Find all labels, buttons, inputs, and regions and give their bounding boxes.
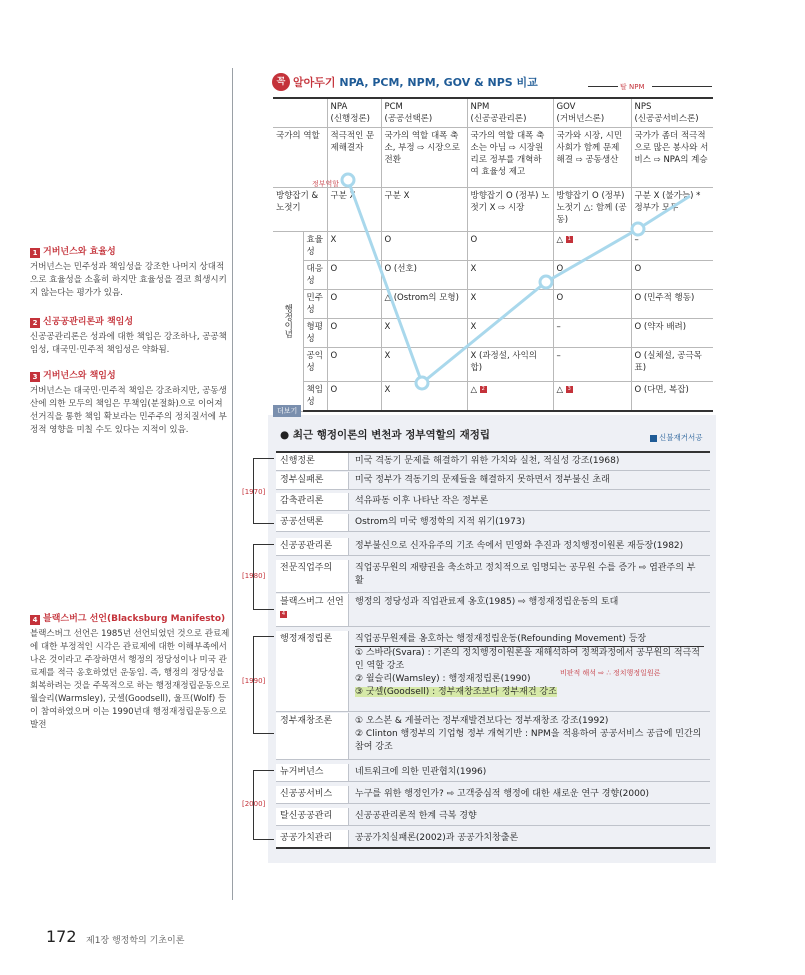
table-cell: X bbox=[381, 348, 467, 382]
desc-line: ② Clinton 행정부의 기업형 정부 개혁기반 : NPM을 적용하여 공공서비스 공급에 민간의 참여 강조 bbox=[355, 729, 702, 752]
col-npa: NPA (신행정론) bbox=[327, 98, 381, 128]
table-cell: 구분 X (불가능) * 정부가 모두 bbox=[631, 188, 713, 232]
note-body: 신공공관리론은 성과에 대한 책임은 강조하나, 공공책임성, 대국민·민주적 책임성은 약화됨. bbox=[30, 332, 227, 355]
timeline-row bbox=[276, 594, 710, 627]
note-body: 블랙스버그 선언은 1985년 선언되었던 것으로 관료제에 대한 부정적인 시각은 관료제에 대한 이해부족에서 나온 것이라고 주장하면서 행정의 정당성이나 미국 관료제를 적극 옹호하였던 운동임. 즉, 행정의 정당성을 회복하려는 것을 주목적으로 하는 행정재정립운동으로 월슬리(Warmsley), 굿셀(Goodsell), 울프(Wolf) 등이 참여하였으며 이는 1990년대 행정재정립운동으로 발전 bbox=[30, 629, 230, 730]
header-corner bbox=[273, 98, 327, 128]
timeline-row bbox=[276, 472, 710, 490]
timeline-term: 행정재정립론 bbox=[276, 631, 349, 711]
timeline-term: 감축관리론 bbox=[276, 493, 349, 510]
table-cell: – bbox=[553, 319, 631, 348]
table-cell: O bbox=[467, 232, 553, 261]
table-cell: O bbox=[327, 290, 381, 319]
table-cell: 국가와 시장, 시민사회가 함께 문제해결 ⇨ 공동생산 bbox=[553, 128, 631, 188]
timeline-desc: 미국 격동기 문제를 해결하기 위한 가치와 실천, 적실성 강조(1968) bbox=[355, 456, 620, 466]
note-mark-2: 2 bbox=[481, 386, 485, 392]
comparison-table bbox=[273, 97, 713, 412]
table-cell: 적극적인 문제해결자 bbox=[327, 128, 381, 188]
table-cell: 방향잡기 O (정부) 노젓기 △: 함께 (공동) bbox=[553, 188, 631, 232]
table-header-row bbox=[273, 98, 713, 128]
timeline-term: 신행정론 bbox=[276, 453, 349, 470]
section-title bbox=[293, 74, 538, 90]
timeline-row bbox=[276, 830, 710, 849]
timeline-row bbox=[276, 786, 710, 804]
timeline-term: 정부재창조론 bbox=[276, 713, 349, 759]
timeline-term: 전문직업주의 bbox=[276, 560, 349, 592]
table-cell: X bbox=[381, 382, 467, 412]
desc-line: 직업공무원제를 옹호하는 행정재정립운동(Refounding Movement) 등장 bbox=[355, 633, 704, 647]
table-cell: X bbox=[467, 261, 553, 290]
desc-line: ① 스바라(Svara) : 기존의 정치행정이원론을 재해석하여 정책과정에서 공무원의 적극적인 역할 강조 bbox=[355, 648, 700, 671]
table-cell: O bbox=[553, 290, 631, 319]
chapter-title: 제1장 행정학의 기초이론 bbox=[86, 936, 185, 946]
desc-line: ③ 굿셀(Goodsell) : 정부재창조보다 정부재건 강조 bbox=[355, 687, 557, 697]
more-title: ● 최근 행정이론의 변천과 정부역할의 재정립 bbox=[280, 429, 491, 441]
note-title: 거버넌스와 책임성 bbox=[43, 371, 116, 381]
era-label-2000: [2000] bbox=[242, 800, 266, 808]
page-number: 172 bbox=[46, 927, 77, 946]
note-body: 거버넌스는 대국민·민주적 책임은 강조하지만, 공동생산에 의한 모두의 책임은 무책임(분절화)으로 이어져 선거직을 통한 책임 확보라는 민주주의 정치질서에 부정적 영향을 미칠 수도 있다는 지적이 있음. bbox=[30, 386, 227, 435]
timeline-desc bbox=[349, 713, 710, 759]
table-cell: X bbox=[467, 319, 553, 348]
table-cell: O (다면, 복잡) bbox=[631, 382, 713, 412]
timeline-term: 공공선택론 bbox=[276, 514, 349, 531]
timeline-desc: 미국 정부가 격동기의 문제들을 해결하지 못하면서 정부불신 초래 bbox=[355, 475, 610, 485]
timeline-desc: 직업공무원의 재량권을 축소하고 정치적으로 임명되는 공무원 수를 증가 ⇨ 엽관주의 부활 bbox=[355, 563, 696, 586]
timeline-row bbox=[276, 493, 710, 511]
era-bracket-1990 bbox=[253, 636, 274, 734]
timeline-desc: 신공공관리론적 한계 극복 경향 bbox=[355, 811, 477, 821]
critical-interpretation-note: 비판적 해석 ⇨ ∴ 정치행정일원론 bbox=[560, 669, 661, 677]
table-cell: 구분 X bbox=[381, 188, 467, 232]
table-cell: 구분 X bbox=[327, 188, 381, 232]
timeline-row bbox=[276, 514, 710, 532]
timeline-row bbox=[276, 764, 710, 782]
table-cell: – bbox=[553, 348, 631, 382]
table-cell: X bbox=[327, 232, 381, 261]
note-number-badge: 4 bbox=[30, 615, 40, 625]
row-label: 방향잡기 & 노젓기 bbox=[273, 188, 327, 232]
timeline-desc: 행정의 정당성과 직업관료제 옹호(1985) ⇨ 행정재정립운동의 토대 bbox=[355, 597, 619, 607]
note-number-badge: 1 bbox=[30, 248, 40, 258]
timeline-desc: 정부불신으로 신자유주의 기조 속에서 민영화 추진과 정치행정이원론 재등장(1982) bbox=[355, 541, 684, 551]
square-icon bbox=[650, 435, 657, 442]
table-cell: O bbox=[631, 261, 713, 290]
timeline-row bbox=[276, 808, 710, 826]
table-cell: △ 2 bbox=[467, 382, 553, 412]
mnemonic-badge: 신불재거서공 bbox=[650, 432, 702, 443]
table-cell: O (선호) bbox=[381, 261, 467, 290]
table-cell: △ 3 bbox=[553, 382, 631, 412]
table-cell: O bbox=[553, 261, 631, 290]
must-know-badge: 꼭 bbox=[272, 73, 290, 91]
table-row bbox=[273, 261, 713, 290]
table-cell: O bbox=[327, 382, 381, 412]
value-group-label: 행정이념 bbox=[273, 232, 303, 412]
note-title: 블랙스버그 선언(Blacksburg Manifesto) bbox=[43, 614, 226, 624]
timeline-desc: Ostrom의 미국 행정학의 지적 위기(1973) bbox=[355, 517, 526, 527]
row-label: 책임성 bbox=[303, 382, 327, 412]
sidenote-1 bbox=[30, 246, 230, 300]
table-row bbox=[273, 188, 713, 232]
note-mark-3: 3 bbox=[567, 386, 571, 392]
timeline-row bbox=[276, 538, 710, 556]
timeline-term: 탈신공공관리 bbox=[276, 808, 349, 825]
column-divider bbox=[232, 68, 233, 900]
table-cell: O bbox=[381, 232, 467, 261]
timeline-row bbox=[276, 560, 710, 593]
timeline-term: 정부실패론 bbox=[276, 472, 349, 489]
sidenote-2 bbox=[30, 316, 230, 357]
timeline-term: 공공가치관리 bbox=[276, 830, 349, 847]
timeline-desc: 누구를 위한 행정인가? ⇨ 고객중심적 행정에 대한 새로운 연구 경향(2000) bbox=[355, 789, 650, 799]
government-role-label: 정부역할 bbox=[312, 180, 340, 188]
row-label: 민주성 bbox=[303, 290, 327, 319]
timeline-desc: 석유파동 이후 나타난 작은 정부론 bbox=[355, 496, 489, 506]
table-row bbox=[273, 319, 713, 348]
bracket-left bbox=[588, 86, 618, 87]
desc-line: ② 월슬리(Wamsley) : 행정재정립론(1990) bbox=[355, 674, 531, 684]
table-cell: △ (Ostrom의 모형) bbox=[381, 290, 467, 319]
row-label: 효율성 bbox=[303, 232, 327, 261]
sidenote-3 bbox=[30, 370, 230, 437]
table-cell: O (실체설, 공극목표) bbox=[631, 348, 713, 382]
table-cell: X bbox=[381, 319, 467, 348]
title-red: 알아두기 bbox=[293, 76, 336, 89]
col-gov: GOV (거버넌스론) bbox=[553, 98, 631, 128]
note-number-badge: 3 bbox=[30, 372, 40, 382]
note-mark-1: 1 bbox=[567, 236, 571, 242]
table-cell: – bbox=[631, 232, 713, 261]
timeline-term: 신공공서비스 bbox=[276, 786, 349, 803]
col-pcm: PCM (공공선택론) bbox=[381, 98, 467, 128]
table-cell: 국가의 역할 대폭 축소, 부정 ⇨ 시장으로 전환 bbox=[381, 128, 467, 188]
col-npm: NPM (신공공관리론) bbox=[467, 98, 553, 128]
table-cell: 국가의 역할 대폭 축소는 아님 ⇨ 시장원리로 정부를 개혁하여 효율성 제고 bbox=[467, 128, 553, 188]
table-row bbox=[273, 348, 713, 382]
era-label-1980: [1980] bbox=[242, 572, 266, 580]
timeline-row bbox=[276, 713, 710, 760]
table-cell: 국가가 좀더 적극적으로 많은 봉사와 서비스 ⇨ NPA의 계승 bbox=[631, 128, 713, 188]
title-blue: NPA, PCM, NPM, GOV & NPS 비교 bbox=[339, 76, 538, 89]
table-cell: O (약자 배려) bbox=[631, 319, 713, 348]
table-row bbox=[273, 232, 713, 261]
note-number-badge: 2 bbox=[30, 318, 40, 328]
note-mark-4: 4 bbox=[281, 611, 286, 617]
timeline-desc: 네트워크에 의한 민관협치(1996) bbox=[355, 767, 487, 777]
era-label-1990: [1990] bbox=[242, 677, 266, 685]
note-title: 거버넌스와 효율성 bbox=[43, 247, 116, 257]
table-cell: X bbox=[467, 290, 553, 319]
row-label: 형평성 bbox=[303, 319, 327, 348]
row-label: 대응성 bbox=[303, 261, 327, 290]
table-cell: 방향잡기 O (정부) 노젓기 X ⇨ 시장 bbox=[467, 188, 553, 232]
post-npm-label: 탈 NPM bbox=[620, 83, 645, 91]
more-tag: 더보기 bbox=[273, 405, 301, 417]
note-title: 신공공관리론과 책임성 bbox=[43, 317, 134, 327]
timeline-term: 뉴거버넌스 bbox=[276, 764, 349, 781]
table-cell: O bbox=[327, 319, 381, 348]
row-label: 공익성 bbox=[303, 348, 327, 382]
table-row bbox=[273, 382, 713, 412]
table-row bbox=[273, 290, 713, 319]
timeline-term: 블랙스버그 선언 4 bbox=[276, 594, 349, 626]
table-cell: O bbox=[327, 348, 381, 382]
bracket-right bbox=[652, 86, 712, 87]
table-cell: O (민주적 행동) bbox=[631, 290, 713, 319]
sidenote-4 bbox=[30, 613, 230, 732]
row-label: 국가의 역할 bbox=[273, 128, 327, 188]
table-cell: X (과정설, 사익의 합) bbox=[467, 348, 553, 382]
timeline-desc: 공공가치실패론(2002)과 공공가치창출론 bbox=[355, 833, 519, 843]
col-nps: NPS (신공공서비스론) bbox=[631, 98, 713, 128]
table-cell: O bbox=[327, 261, 381, 290]
note-body: 거버넌스는 민주성과 책임성을 강조한 나머지 상대적으로 효율성을 소홀히 하지만 효율성을 결코 희생시키지 않는다는 평가가 있음. bbox=[30, 262, 227, 298]
desc-line: ① 오스본 & 게블러는 정부재발견보다는 정부재창조 강조(1992) bbox=[355, 716, 609, 726]
era-label-1970: [1970] bbox=[242, 488, 266, 496]
table-cell: △ 1 bbox=[553, 232, 631, 261]
timeline-term: 신공공관리론 bbox=[276, 538, 349, 555]
timeline-row bbox=[276, 451, 710, 471]
